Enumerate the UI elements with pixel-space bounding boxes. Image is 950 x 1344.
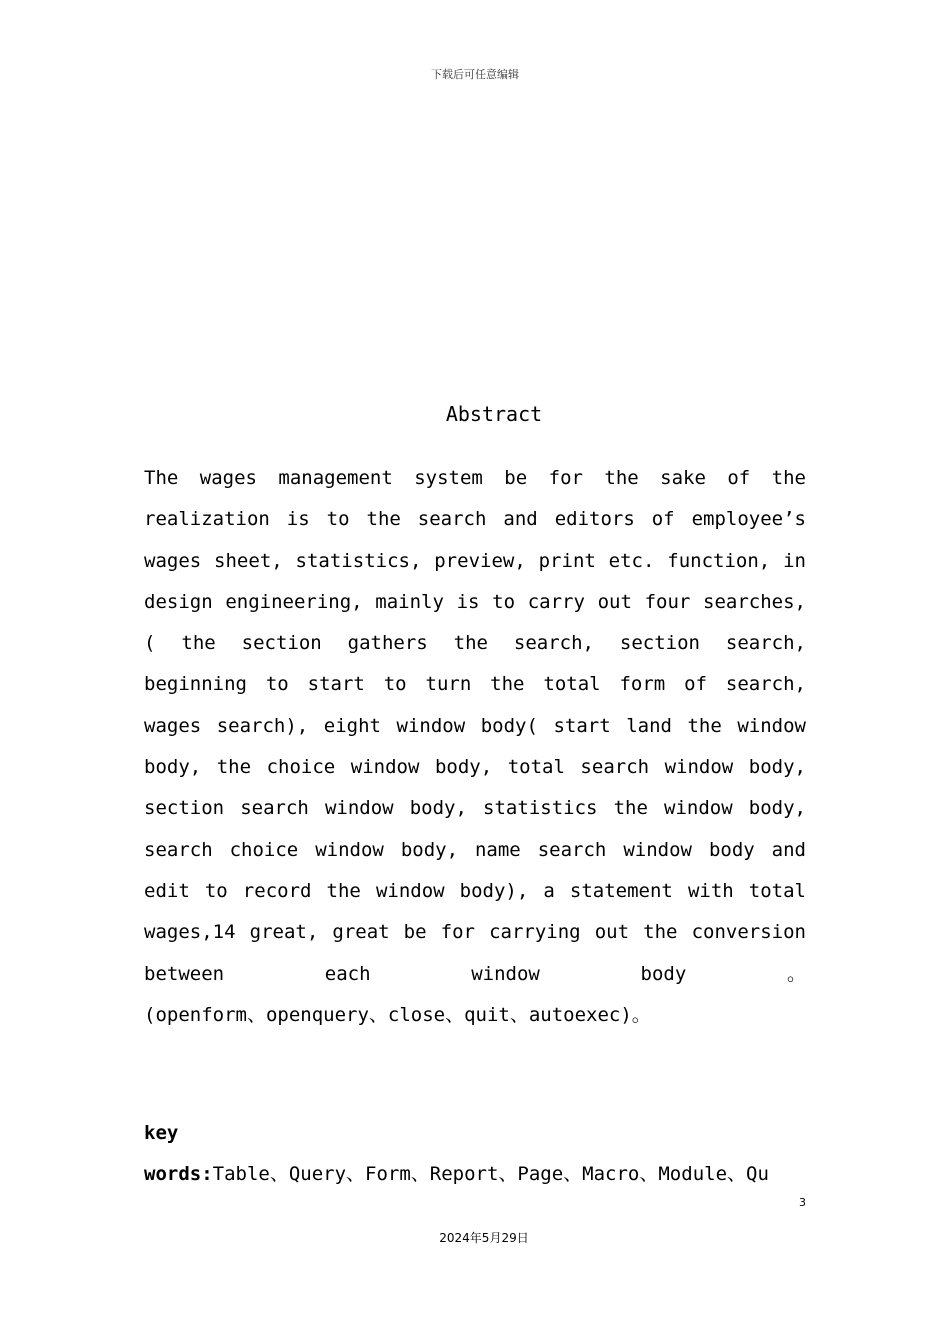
abstract-title: Abstract: [445, 402, 543, 426]
abstract-line: wages,14 great, great be for carrying out the conversion: [144, 921, 806, 944]
abstract-line: design engineering, mainly is to carry out four searches,: [144, 590, 806, 613]
abstract-line: realization is to the search and editors of employee’s: [144, 508, 806, 531]
abstract-line: wages search), eight window body( start land the window: [144, 714, 806, 737]
keywords-label-line1: key: [144, 1122, 179, 1144]
keywords-line: [144, 1154, 806, 1195]
page-header: 下载后可任意编辑: [431, 68, 519, 81]
abstract-line: body, the choice window body, total search window body,: [144, 756, 806, 779]
page-number: 3: [799, 1196, 806, 1209]
abstract-line: The wages management system be for the sake of the: [144, 467, 806, 489]
keywords-label-line2: words:: [144, 1163, 213, 1186]
abstract-body: [144, 458, 806, 1036]
abstract-line: section search window body, statistics the window body,: [144, 797, 806, 820]
abstract-line: edit to record the window body), a statement with total: [144, 879, 806, 902]
page-footer-date: 2024年5月29日: [439, 1231, 529, 1245]
abstract-line: ( the section gathers the search, section search,: [144, 632, 806, 655]
abstract-line: (openform、openquery、close、quit、autoexec)。: [144, 1003, 651, 1026]
abstract-line: wages sheet, statistics, preview, print etc. function, in: [144, 549, 806, 572]
keywords-text: Table、Query、Form、Report、Page、Macro、Module、Qu: [212, 1163, 769, 1186]
abstract-line: beginning to start to turn the total form of search,: [144, 673, 806, 696]
keywords-section: [144, 1113, 806, 1196]
abstract-line: search choice window body, name search window body and: [144, 838, 806, 861]
abstract-line: between each window body 。: [144, 962, 806, 985]
